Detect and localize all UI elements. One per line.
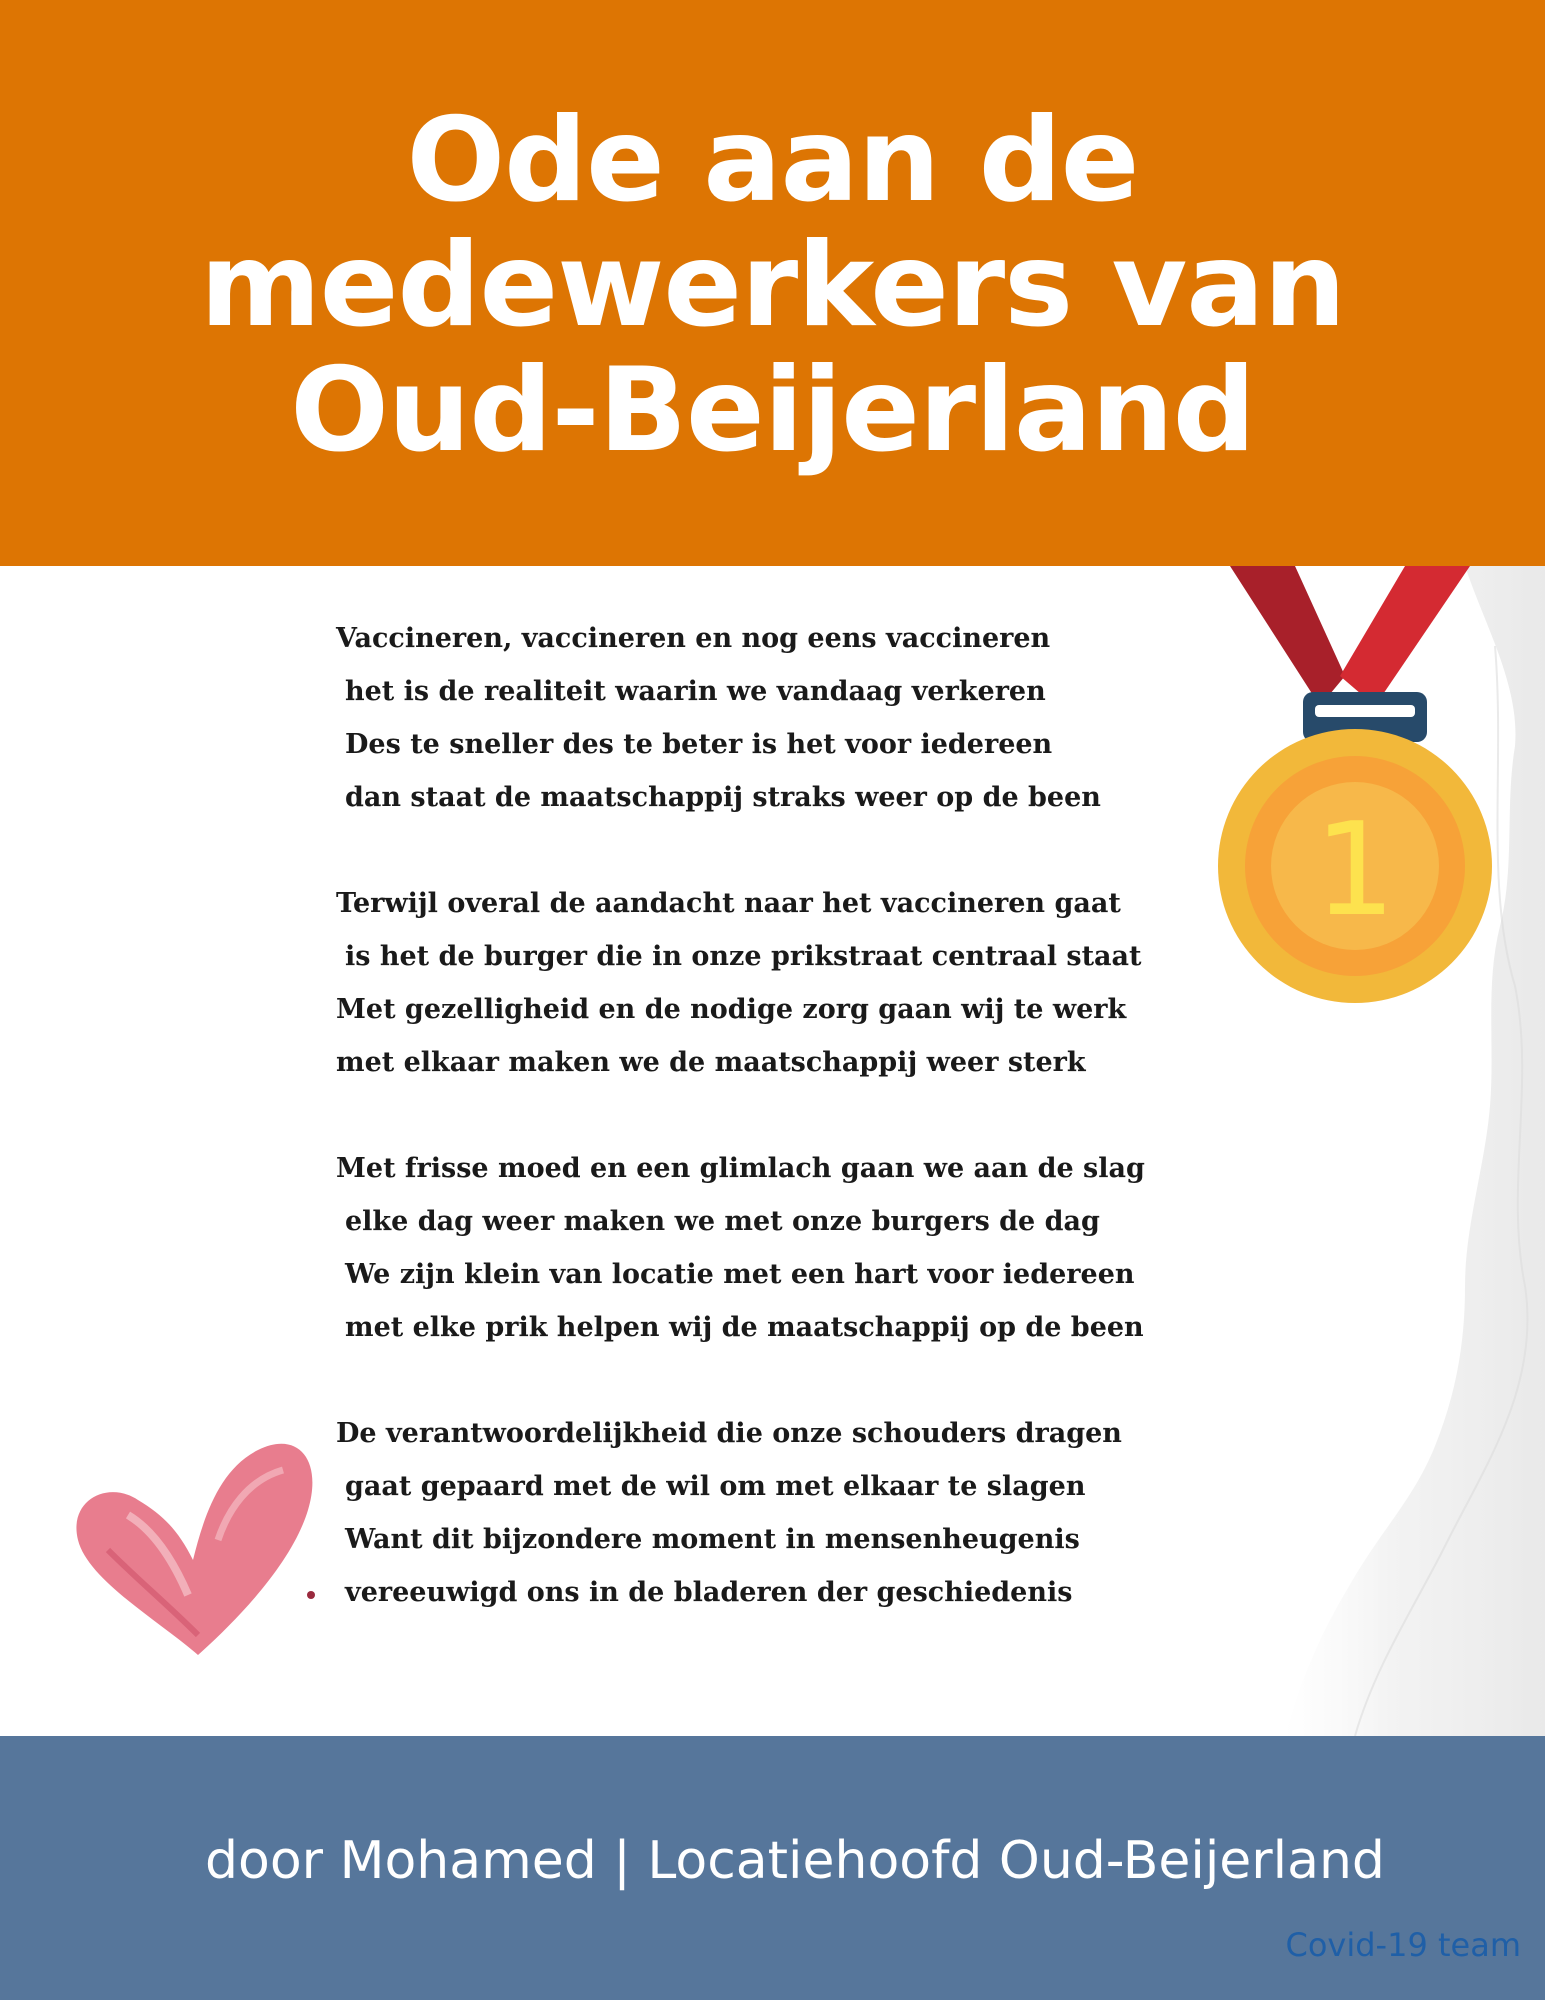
medal-number: 1 [1314,796,1396,945]
team-label: Covid-19 team [1285,1926,1521,1964]
poem-line: We zijn klein van locatie met een hart voor iedereen [345,1259,1135,1290]
author-byline: door Mohamed | Locatiehoofd Oud-Beijerland [205,1831,1385,1891]
heart-icon [68,1420,338,1670]
poem-line: met elke prik helpen wij de maatschappij op de been [345,1312,1144,1343]
poem [336,612,1236,1672]
title-line-1: Ode aan de [406,93,1139,228]
poem-line: het is de realiteit waarin we vandaag verkeren [345,676,1046,707]
poem-line: met elkaar maken we de maatschappij weer sterk [336,1047,1086,1078]
stanza [336,1407,1236,1619]
medal-icon [1215,566,1515,1006]
poem-line: Des te sneller des te beter is het voor iedereen [345,729,1053,760]
title-line-2: medewerkers van [199,218,1346,353]
title-line-3: Oud-Beijerland [290,343,1255,478]
poem-line: Want dit bijzondere moment in mensenheugenis [345,1524,1080,1555]
poem-line: Vaccineren, vaccineren en nog eens vaccineren [336,623,1051,654]
poem-line: vereeuwigd ons in de bladeren der geschiedenis [345,1577,1073,1608]
poem-line: is het de burger die in onze prikstraat centraal staat [345,941,1142,972]
poem-line: Met gezelligheid en de nodige zorg gaan wij te werk [336,994,1127,1025]
poem-line: Terwijl overal de aandacht naar het vaccineren gaat [336,888,1121,919]
poem-line: elke dag weer maken we met onze burgers de dag [345,1206,1100,1237]
page-title [0,93,1545,478]
stanza [336,1142,1236,1354]
poem-line: Met frisse moed en een glimlach gaan we aan de slag [336,1153,1145,1184]
poem-line: dan staat de maatschappij straks weer op de been [345,782,1101,813]
poem-line: De verantwoordelijkheid die onze schouders dragen [336,1418,1122,1449]
stanza [336,877,1236,1089]
poem-line: gaat gepaard met de wil om met elkaar te slagen [345,1471,1086,1502]
stanza [336,612,1236,824]
